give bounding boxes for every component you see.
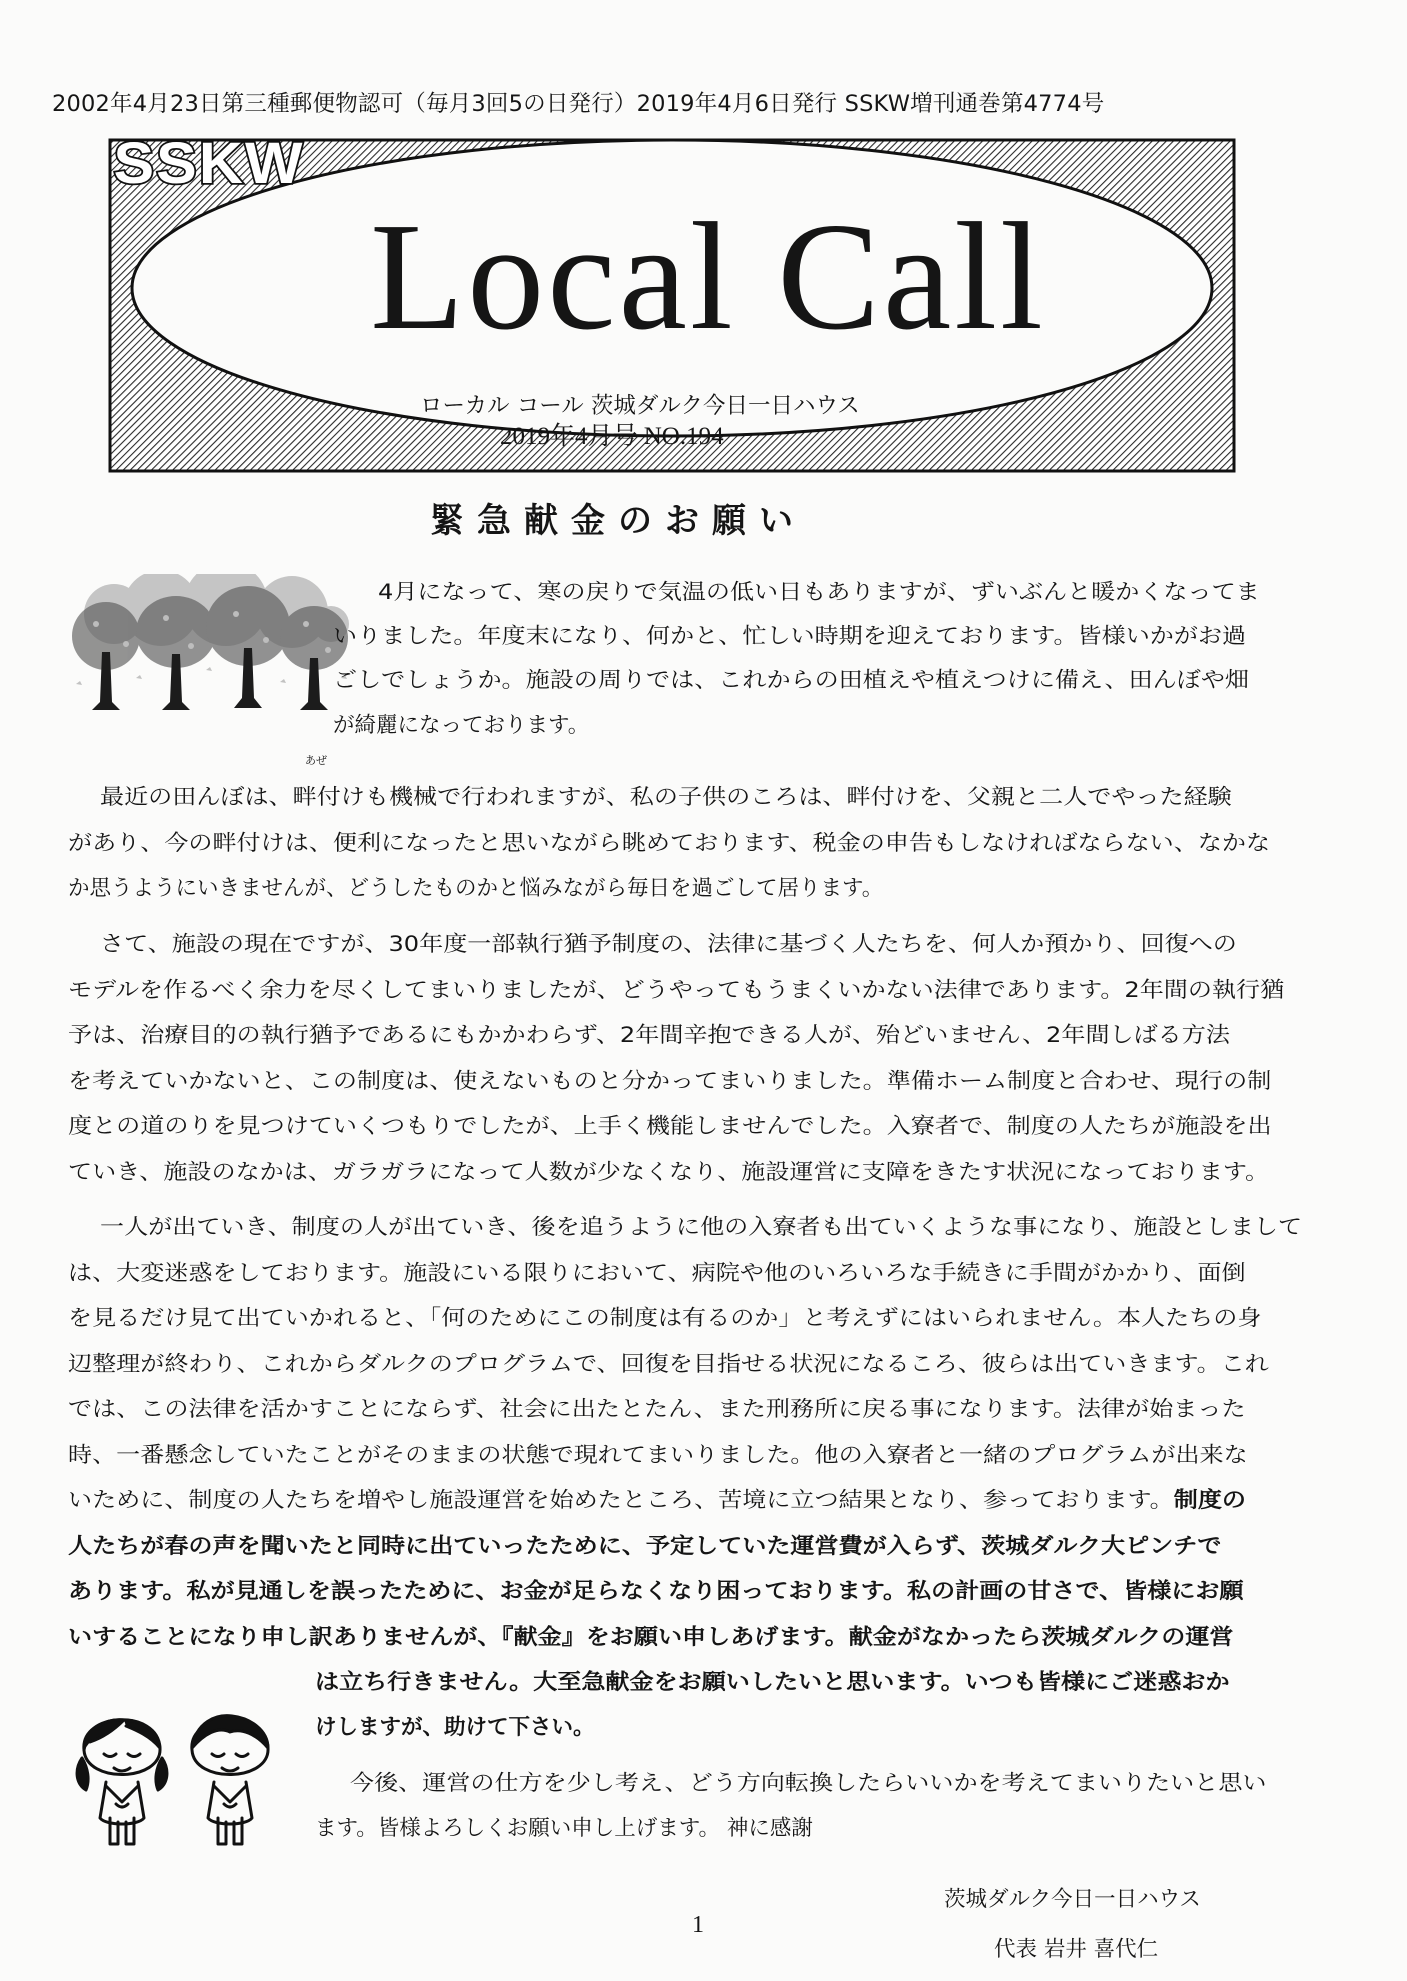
bowing-children-illustration bbox=[66, 1692, 296, 1860]
newsletter-subtitle: ローカル コール 茨城ダルク今日一日ハウス bbox=[420, 393, 860, 419]
article-line: が綺麗になっております。 bbox=[333, 713, 590, 738]
article-line: いりました。年度末になり、何かと、忙しい時期を迎えております。皆様いかがお過 bbox=[333, 624, 1247, 649]
article-line-bold-tail: 制度の bbox=[1173, 1488, 1247, 1513]
signature-name: 代表 岩井 喜代仁 bbox=[994, 1937, 1159, 1962]
article-line: 今後、運営の仕方を少し考え、どう方向転換したらいいかを考えてまいりたいと思い bbox=[350, 1771, 1267, 1796]
article-line: けしますが、助けて下さい。 bbox=[315, 1715, 595, 1740]
article-line: があり、今の畔付けは、便利になったと思いながら眺めております、税金の申告もしなければならない、なかな bbox=[68, 831, 1271, 856]
article-line: ます。皆様よろしくお願い申し上げます。 神に感謝 bbox=[315, 1816, 813, 1841]
article-line: ていき、施設のなかは、ガラガラになって人数が少なくなり、施設運営に支障をきたす状況になっております。 bbox=[68, 1160, 1270, 1185]
page-number: 1 bbox=[692, 1912, 704, 1938]
article-line: ごしでしょうか。施設の周りでは、これからの田植えや植えつけに備え、田んぼや畑 bbox=[333, 668, 1250, 693]
sskw-logo: SSKW bbox=[113, 131, 305, 196]
article-line: 辺整理が終わり、これからダルクのプログラムで、回復を目指せる状況になるころ、彼らは出ていきます。これ bbox=[68, 1352, 1269, 1377]
article-line: 4月になって、寒の戻りで気温の低い日もありますが、ずいぶんと暖かくなってま bbox=[378, 580, 1260, 605]
article-line: は、大変迷惑をしております。施設にいる限りにおいて、病院や他のいろいろな手続きに手間がかかり、面倒 bbox=[68, 1261, 1246, 1286]
trees-illustration bbox=[66, 574, 352, 718]
issue-number: 2019年4月号 NO.194 bbox=[500, 423, 724, 450]
article-line: いために、制度の人たちを増やし施設運営を始めたところ、苦境に立つ結果となり、参っております。制度の bbox=[68, 1488, 1247, 1513]
article-line: か思うようにいきませんが、どうしたものかと悩みながら毎日を過ごして居ります。 bbox=[68, 876, 884, 901]
publication-header: 2002年4月23日第三種郵便物認可（毎月3回5の日発行）2019年4月6日発行 SSKW増刊通巻第4774号 bbox=[52, 91, 1105, 117]
article-line: 予は、治療目的の執行猶予であるにもかかわらず、2年間辛抱できる人が、殆どいません、2年間しばる方法 bbox=[68, 1023, 1230, 1048]
newsletter-title: Local Call bbox=[370, 192, 1046, 362]
article-line: では、この法律を活かすことにならず、社会に出たとたん、また刑務所に戻る事になります。法律が始まった bbox=[68, 1397, 1246, 1422]
article-line: さて、施設の現在ですが、30年度一部執行猶予制度の、法律に基づく人たちを、何人か預かり、回復への bbox=[100, 932, 1237, 957]
article-line: 一人が出ていき、制度の人が出ていき、後を追うように他の入寮者も出ていくような事になり、施設としまして bbox=[100, 1215, 1303, 1240]
article-line: あります。私が見通しを誤ったために、お金が足らなくなり困っております。私の計画の甘さで、皆様にお願 bbox=[68, 1579, 1244, 1604]
signature-organization: 茨城ダルク今日一日ハウス bbox=[944, 1887, 1201, 1912]
furigana-aze: あぜ bbox=[305, 754, 327, 767]
article-line: いすることになり申し訳ありませんが、『献金』をお願い申しあげます。献金がなかったら茨城ダルクの運営 bbox=[68, 1625, 1234, 1650]
article-line: 時、一番懸念していたことがそのままの状態で現れてまいりました。他の入寮者と一緒のプログラムが出来な bbox=[68, 1443, 1248, 1468]
article-line: は立ち行きません。大至急献金をお願いしたいと思います。いつも皆様にご迷惑おか bbox=[315, 1670, 1230, 1695]
article-line: 最近の田んぼは、畔付けも機械で行われますが、私の子供のころは、畔付けを、父親と二人でやった経験 bbox=[100, 785, 1232, 810]
article-line: を考えていかないと、この制度は、使えないものと分かってまいりました。準備ホーム制度と合わせ、現行の制 bbox=[68, 1069, 1272, 1094]
article-line: を見るだけ見て出ていかれると、「何のためにこの制度は有るのか」と考えずにはいられません。本人たちの身 bbox=[68, 1306, 1262, 1331]
article-title: 緊急献金のお願い bbox=[430, 501, 806, 541]
article-line: 人たちが春の声を聞いたと同時に出ていったために、予定していた運営費が入らず、茨城ダルク大ピンチで bbox=[68, 1534, 1222, 1559]
article-line: 度との道のりを見つけていくつもりでしたが、上手く機能しませんでした。入寮者で、制度の人たちが施設を出 bbox=[68, 1114, 1272, 1139]
article-line: モデルを作るべく余力を尽くしてまいりましたが、どうやってもうまくいかない法律であります。2年間の執行猶 bbox=[68, 978, 1285, 1003]
